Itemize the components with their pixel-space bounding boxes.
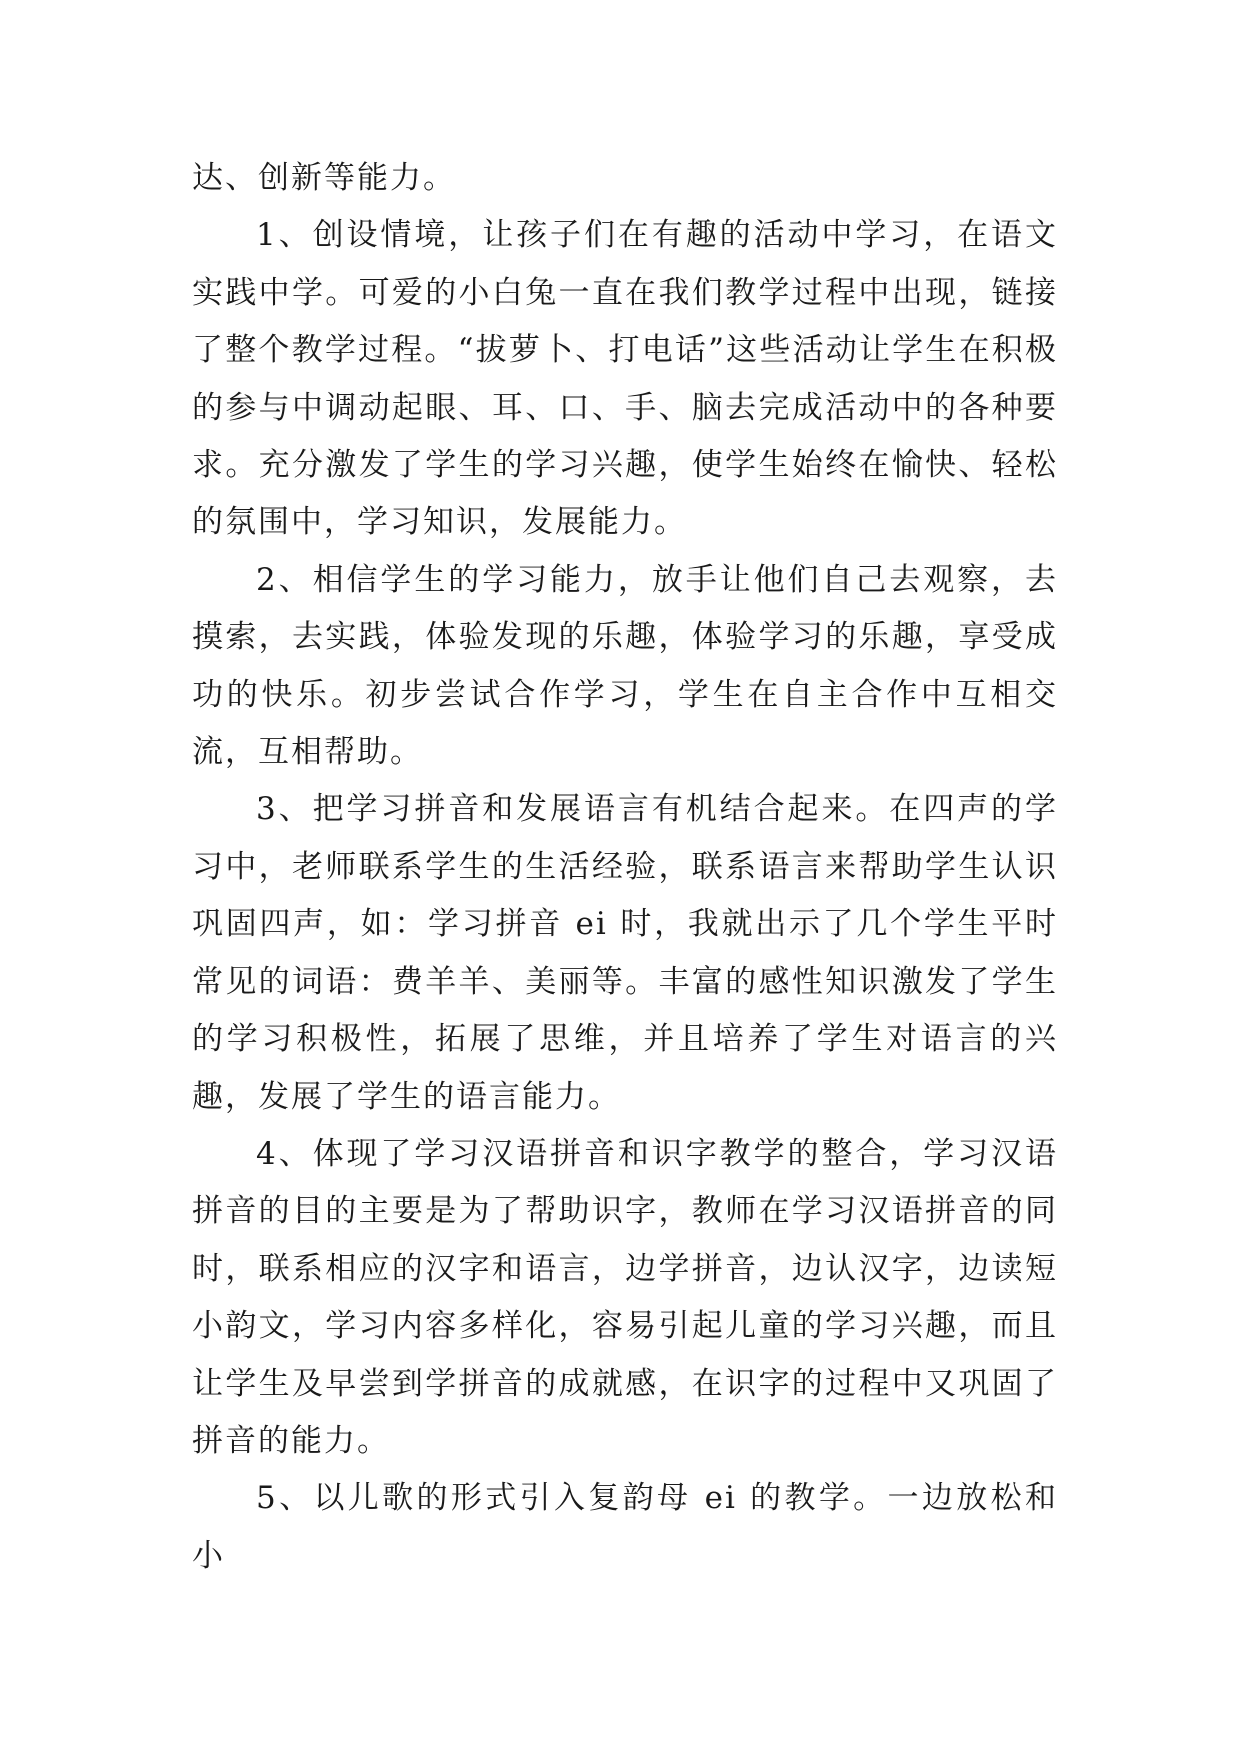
document-page	[192, 150, 1058, 1585]
paragraph-point-2: 2、相信学生的学习能力，放手让他们自己去观察，去摸索，去实践，体验发现的乐趣，体验学习的乐趣，享受成功的快乐。初步尝试合作学习，学生在自主合作中互相交流，互相帮助。	[192, 561, 1058, 771]
paragraph-point-5: 5、以儿歌的形式引入复韵母 ei 的教学。一边放松和小	[192, 1480, 1058, 1574]
paragraph-point-4: 4、体现了学习汉语拼音和识字教学的整合，学习汉语拼音的目的主要是为了帮助识字，教师在学习汉语拼音的同时，联系相应的汉字和语言，边学拼音，边认汉字，边读短小韵文，学习内容多样化，容易引起儿童的学习兴趣，而且让学生及早尝到学拼音的成就感，在识字的过程中又巩固了拼音的能力。	[192, 1135, 1058, 1459]
paragraph-continued: 达、创新等能力。	[192, 160, 456, 196]
paragraph-point-1: 1、创设情境，让孩子们在有趣的活动中学习，在语文实践中学。可爱的小白兔一直在我们教学过程中出现，链接了整个教学过程。“拔萝卜、打电话”这些活动让学生在积极的参与中调动起眼、耳、口、手、脑去完成活动中的各种要求。充分激发了学生的学习兴趣，使学生始终在愉快、轻松的氛围中，学习知识，发展能力。	[192, 217, 1058, 541]
paragraph-point-3: 3、把学习拼音和发展语言有机结合起来。在四声的学习中，老师联系学生的生活经验，联系语言来帮助学生认识巩固四声，如：学习拼音 ei 时，我就出示了几个学生平时常见的词语：费羊羊、美丽等。丰富的感性知识激发了学生的学习积极性，拓展了思维，并且培养了学生对语言的兴趣，发展了学生的语言能力。	[192, 791, 1058, 1115]
